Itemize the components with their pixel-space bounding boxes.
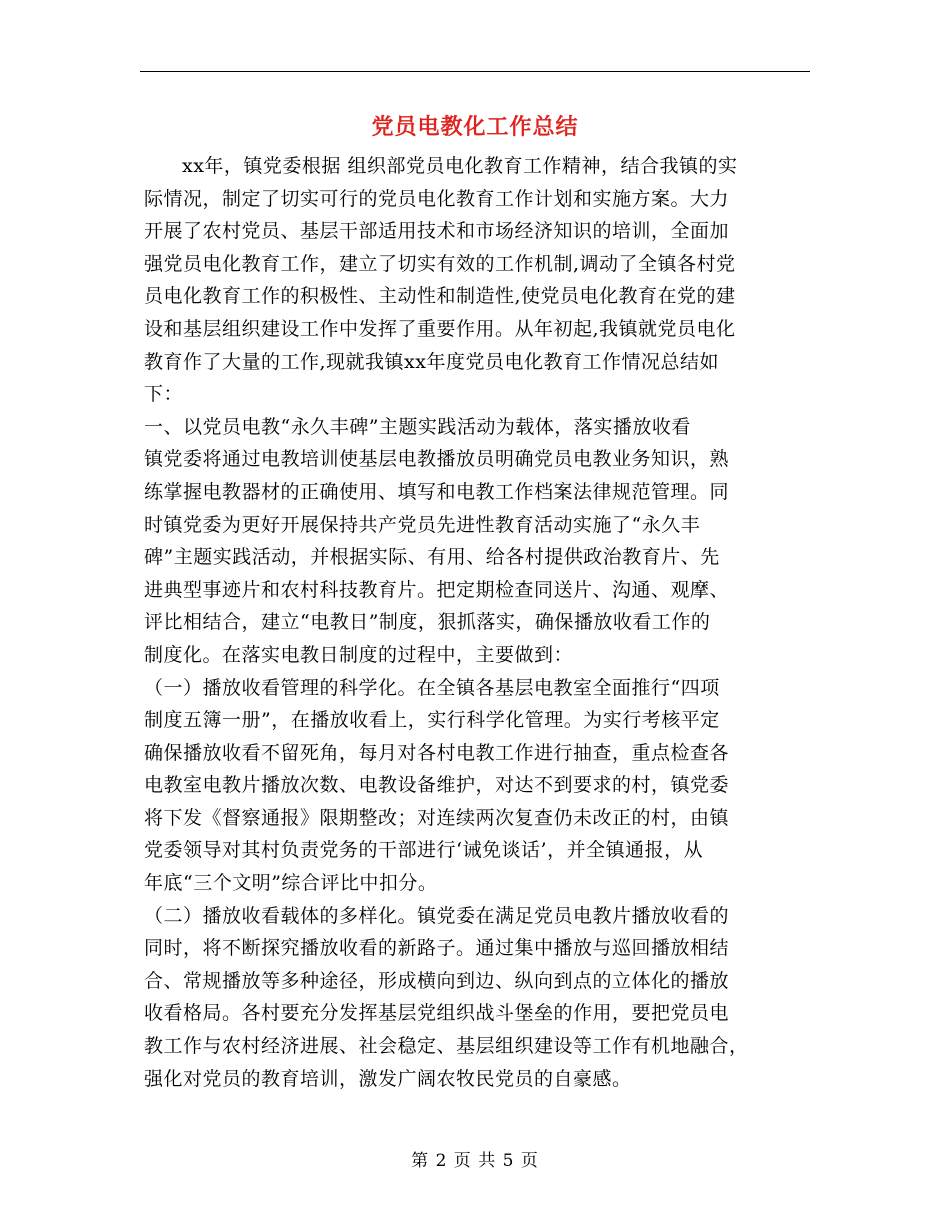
text-line: 评比相结合，建立“电教日”制度，狠抓落实，确保播放收看工作的 xyxy=(144,611,711,634)
text-line: 教工作与农村经济进展、社会稳定、基层组织建设等工作有机地融合， xyxy=(144,1035,749,1058)
header-rule xyxy=(140,71,810,72)
text-line: 年底“三个文明”综合评比中扣分。 xyxy=(144,872,438,895)
text-line: 电教室电教片播放次数、电教设备维护，对达不到要求的村，镇党委 xyxy=(144,774,730,797)
text-line: 际情况，制定了切实可行的党员电化教育工作计划和实施方案。大力 xyxy=(144,187,730,210)
text-line: 党委领导对其村负责党务的干部进行‘诫免谈话’，并全镇通报，从 xyxy=(144,839,704,862)
text-line: 强党员电化教育工作，建立了切实有效的工作机制,调动了全镇各村党 xyxy=(144,252,736,275)
paragraph-subsection-2 xyxy=(144,900,812,1096)
text-line: （一）播放收看管理的科学化。在全镇各基层电教室全面推行“四项 xyxy=(144,676,720,699)
text-line: 进典型事迹片和农村科技教育片。把定期检查同送片、沟通、观摩、 xyxy=(144,578,730,601)
text-line: 合、常规播放等多种途径，形成横向到边、纵向到点的立体化的播放 xyxy=(144,969,730,992)
paragraph-subsection-1 xyxy=(144,672,812,900)
text-line: 一、以党员电教“永久丰碑”主题实践活动为载体，落实播放收看 xyxy=(144,415,691,438)
text-line: 制度五簿一册”，在播放收看上，实行科学化管理。为实行考核平定 xyxy=(144,709,720,732)
text-line: 镇党委将通过电教培训使基层电教播放员明确党员电教业务知识，熟 xyxy=(144,448,730,471)
page-footer xyxy=(0,1146,950,1171)
text-line: 下： xyxy=(144,383,184,406)
text-line: 开展了农村党员、基层干部适用技术和市场经济知识的培训，全面加 xyxy=(144,220,730,243)
text-line: 同时，将不断探究播放收看的新路子。通过集中播放与巡回播放相结 xyxy=(144,937,730,960)
text-line: 设和基层组织建设工作中发挥了重要作用。从年初起,我镇就党员电化 xyxy=(144,317,736,340)
text-line: 时镇党委为更好开展保持共产党员先进性教育活动实施了“永久丰 xyxy=(144,513,701,536)
text-line: xx年，镇党委根据 组织部党员电化教育工作精神，结合我镇的实 xyxy=(182,155,738,177)
text-line: 确保播放收看不留死角，每月对各村电教工作进行抽查，重点检查各 xyxy=(144,741,730,764)
paragraph-intro xyxy=(144,150,812,411)
text-line: 将下发《督察通报》限期整改；对连续两次复查仍未改正的村，由镇 xyxy=(144,806,730,829)
text-line: 收看格局。各村要充分发挥基层党组织战斗堡垒的作用，要把党员电 xyxy=(144,1002,730,1025)
text-line: 员电化教育工作的积极性、主动性和制造性,使党员电化教育在党的建 xyxy=(144,285,736,308)
text-line: 强化对党员的教育培训，激发广阔农牧民党员的自豪感。 xyxy=(144,1067,632,1090)
document-body xyxy=(144,150,812,1095)
text-line: 制度化。在落实电教日制度的过程中，主要做到： xyxy=(144,643,574,666)
document-title: 党员电教化工作总结 xyxy=(371,114,579,140)
text-line: （二）播放收看载体的多样化。镇党委在满足党员电教片播放收看的 xyxy=(144,904,730,927)
text-line: 练掌握电教器材的正确使用、填写和电教工作档案法律规范管理。同 xyxy=(144,480,730,503)
page-number-label: 第 2 页 共 5 页 xyxy=(411,1151,539,1171)
text-line: 教育作了大量的工作,现就我镇xx年度党员电化教育工作情况总结如 xyxy=(144,350,719,373)
text-line: 碑”主题实践活动，并根据实际、有用、给各村提供政治教育片、先 xyxy=(144,546,720,569)
section-heading-1 xyxy=(144,411,812,444)
paragraph-section-1 xyxy=(144,443,812,671)
